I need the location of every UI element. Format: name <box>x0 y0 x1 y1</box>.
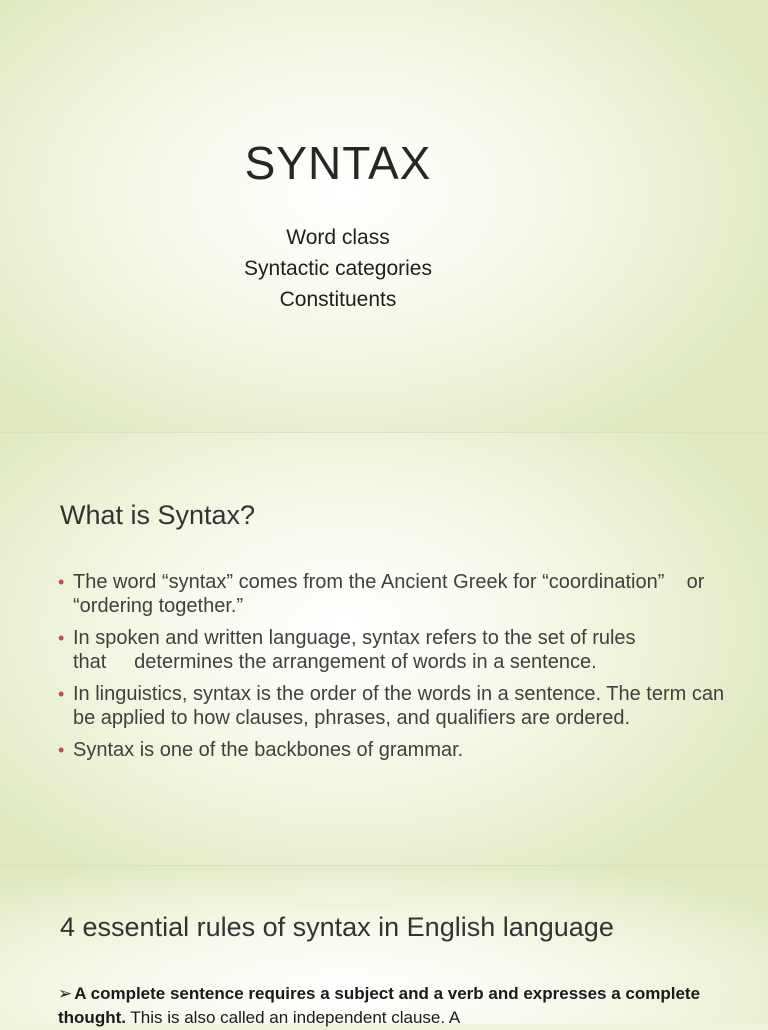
topic-item: Word class <box>286 226 390 249</box>
rule-1-text: This is also called an independent clause. A <box>125 1008 461 1027</box>
slide-1 <box>0 0 768 432</box>
slide-2-title: What is Syntax? <box>60 500 256 530</box>
rule-1-bold-text: A complete sentence requires a subject and a verb and expresses a complete thought. <box>58 984 701 1027</box>
bullet-text: In spoken and written language, syntax refers to the set of rules that determines the arrangement of words in a sentence. <box>73 627 636 673</box>
bullet-item <box>58 682 738 730</box>
bullet-dot-icon: • <box>58 740 65 760</box>
arrow-bullet-icon: ➢ <box>58 984 73 1003</box>
bullet-item <box>58 626 738 674</box>
slide-1-title: SYNTAX <box>244 137 432 189</box>
bullet-text: Syntax is one of the backbones of grammar. <box>73 739 464 761</box>
rule-1 <box>58 982 748 1030</box>
bullet-text: In linguistics, syntax is the order of the words in a sentence. The term can be applied to how clauses, phrases, and qualifiers are ordered. <box>73 683 725 729</box>
slide-2-bullet-list <box>58 570 738 770</box>
bullet-text: The word “syntax” comes from the Ancient Greek for “coordination” or “ordering together.” <box>73 571 705 617</box>
bullet-dot-icon: • <box>58 572 65 592</box>
bullet-item <box>58 738 738 762</box>
bullet-dot-icon: • <box>58 628 65 648</box>
topic-item: Constituents <box>279 288 397 311</box>
bullet-dot-icon: • <box>58 684 65 704</box>
slide-3-title: 4 essential rules of syntax in English language <box>60 912 614 942</box>
topic-item: Syntactic categories <box>244 257 432 280</box>
bullet-item <box>58 570 738 618</box>
slide-1-topic-list <box>0 222 676 315</box>
